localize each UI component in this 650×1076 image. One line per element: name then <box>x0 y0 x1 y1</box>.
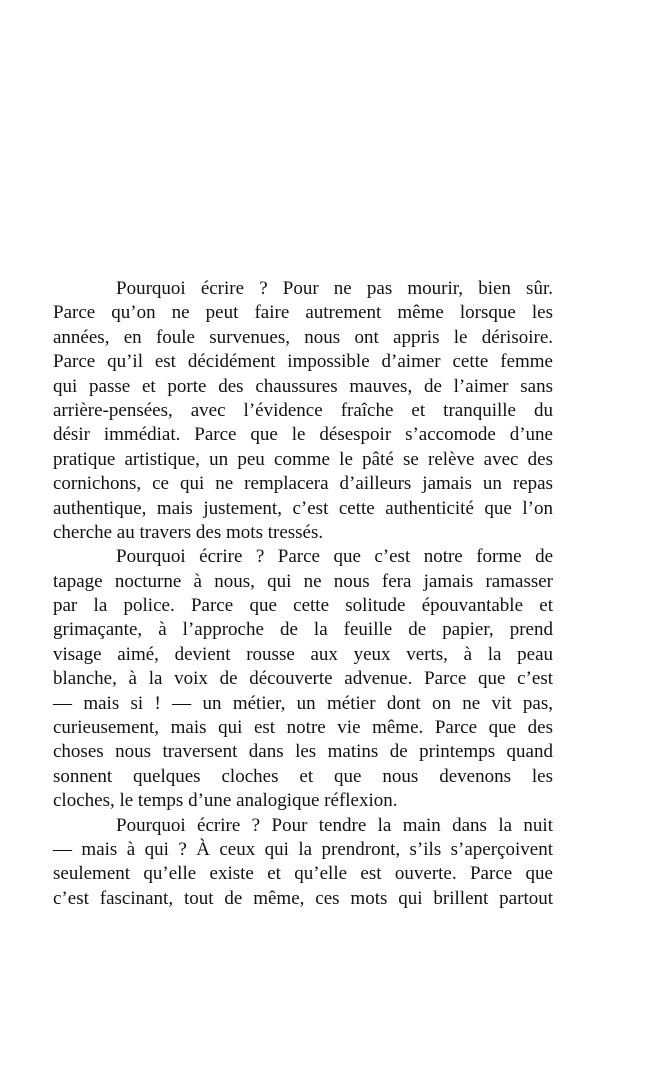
paragraph-1 <box>53 277 553 545</box>
text-line: grimaçante, à l’approche de la feuille de papier, prend <box>53 619 553 641</box>
text-line: choses nous traversent dans les matins de printemps quand <box>53 741 553 763</box>
text-line: cloches, le temps d’une analogique réflexion. <box>53 790 398 812</box>
paragraph-3 <box>53 814 553 912</box>
body-text <box>53 277 553 911</box>
text-line: arrière-pensées, avec l’évidence fraîche et tranquille du <box>53 399 553 421</box>
text-line: — mais si ! — un métier, un métier dont on ne vit pas, <box>53 692 553 714</box>
text-line: cornichons, ce qui ne remplacera d’ailleurs jamais un repas <box>53 473 553 495</box>
text-line: Parce qu’on ne peut faire autrement même lorsque les <box>53 302 553 324</box>
text-line: blanche, à la voix de découverte advenue. Parce que c’est <box>53 668 553 690</box>
text-line: Pourquoi écrire ? Pour tendre la main dans la nuit <box>116 814 553 836</box>
text-line: pratique artistique, un peu comme le pâté se relève avec des <box>53 448 553 470</box>
text-line: désir immédiat. Parce que le désespoir s’accomode d’une <box>53 424 553 446</box>
text-line: authentique, mais justement, c’est cette authenticité que l’on <box>53 497 553 519</box>
text-line: seulement qu’elle existe et qu’elle est ouverte. Parce que <box>53 863 553 885</box>
text-line: curieusement, mais qui est notre vie même. Parce que des <box>53 717 553 739</box>
text-line: années, en foule survenues, nous ont appris le dérisoire. <box>53 326 553 348</box>
text-line: cherche au travers des mots tressés. <box>53 521 324 543</box>
text-line: qui passe et porte des chaussures mauves, de l’aimer sans <box>53 375 553 397</box>
paragraph-2 <box>53 545 553 813</box>
text-line: — mais à qui ? À ceux qui la prendront, s’ils s’aperçoivent <box>53 838 553 860</box>
text-line: tapage nocturne à nous, qui ne nous fera jamais ramasser <box>53 570 553 592</box>
text-line: par la police. Parce que cette solitude épouvantable et <box>53 595 553 617</box>
text-line: Parce qu’il est décidément impossible d’aimer cette femme <box>53 351 553 373</box>
text-line: visage aimé, devient rousse aux yeux verts, à la peau <box>53 643 553 665</box>
text-line: Pourquoi écrire ? Pour ne pas mourir, bien sûr. <box>116 278 553 299</box>
text-line: sonnent quelques cloches et que nous devenons les <box>53 765 553 787</box>
text-line: Pourquoi écrire ? Parce que c’est notre forme de <box>116 546 553 568</box>
text-line: c’est fascinant, tout de même, ces mots qui brillent partout <box>53 887 553 909</box>
